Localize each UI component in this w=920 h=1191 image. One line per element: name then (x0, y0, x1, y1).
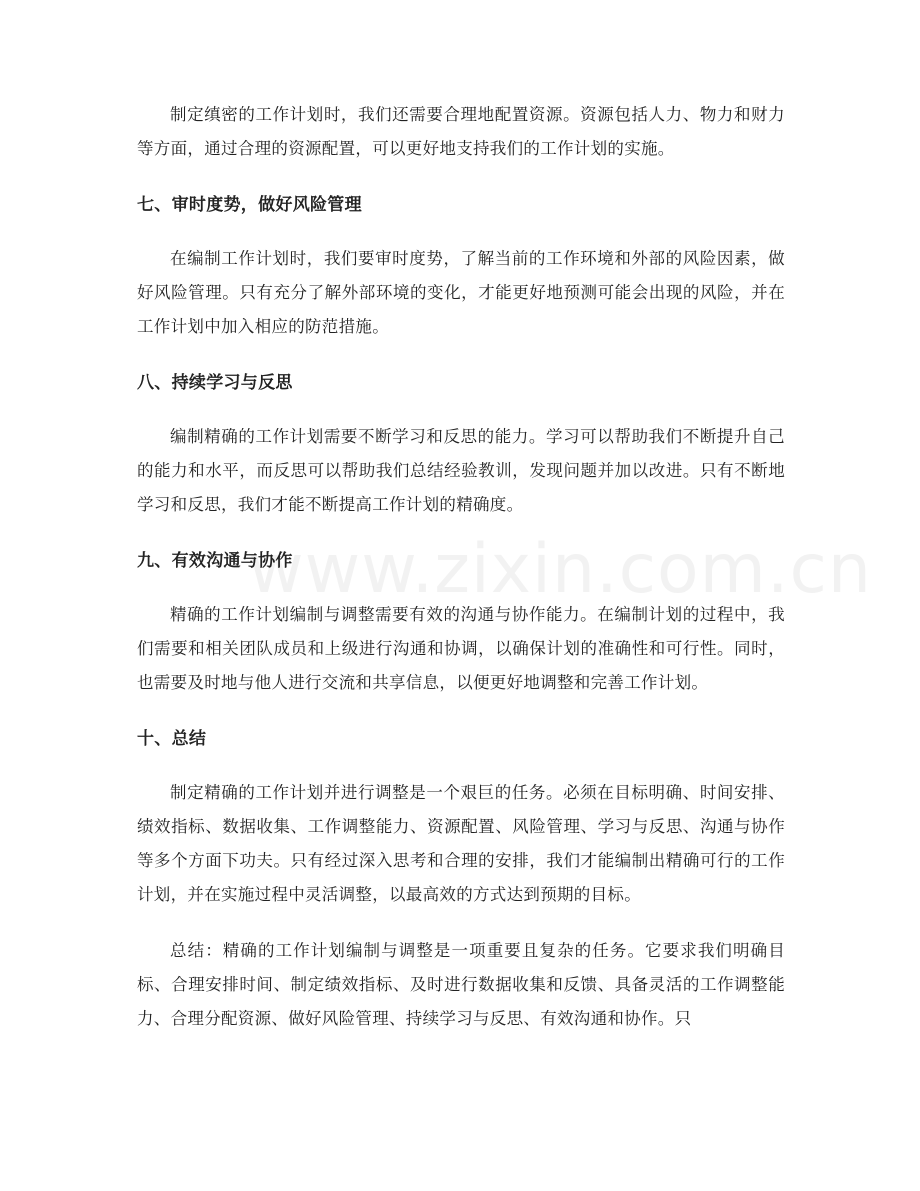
paragraph-learning-reflection: 编制精确的工作计划需要不断学习和反思的能力。学习可以帮助我们不断提升自己的能力和水平，而反思可以帮助我们总结经验教训，发现问题并加以改进。只有不断地学习和反思，我们才能不断提高工作计划的精确度。 (137, 427, 785, 514)
paragraph-communication: 精确的工作计划编制与调整需要有效的沟通与协作能力。在编制计划的过程中，我们需要和相关团队成员和上级进行沟通和协调，以确保计划的准确性和可行性。同时，也需要及时地与他人进行交流和共享信息，以便更好地调整和完善工作计划。 (137, 605, 785, 692)
heading-section-7: 七、审时度势，做好风险管理 (137, 195, 362, 215)
paragraph-resources: 制定缜密的工作计划时，我们还需要合理地配置资源。资源包括人力、物力和财力等方面，通过合理的资源配置，可以更好地支持我们的工作计划的实施。 (137, 105, 785, 158)
paragraph-risk-management: 在编制工作计划时，我们要审时度势，了解当前的工作环境和外部的风险因素，做好风险管理。只有充分了解外部环境的变化，才能更好地预测可能会出现的风险，并在工作计划中加入相应的防范措施。 (137, 249, 785, 336)
heading-section-8: 八、持续学习与反思 (137, 373, 293, 393)
watermark-text: www.zixin.com.cn (248, 530, 872, 609)
heading-section-9: 九、有效沟通与协作 (137, 551, 293, 571)
heading-section-10: 十、总结 (137, 729, 207, 749)
document-body (137, 98, 872, 1058)
paragraph-summary: 制定精确的工作计划并进行调整是一个艰巨的任务。必须在目标明确、时间安排、绩效指标、数据收集、工作调整能力、资源配置、风险管理、学习与反思、沟通与协作等多个方面下功夫。只有经过深入思考和合理的安排，我们才能编制出精确可行的工作计划，并在实施过程中灵活调整，以最高效的方式达到预期的目标。 (137, 783, 785, 904)
paragraph-conclusion: 总结：精确的工作计划编制与调整是一项重要且复杂的任务。它要求我们明确目标、合理安排时间、制定绩效指标、及时进行数据收集和反馈、具备灵活的工作调整能力、合理分配资源、做好风险管理、持续学习与反思、有效沟通和协作。只 (137, 941, 785, 1028)
